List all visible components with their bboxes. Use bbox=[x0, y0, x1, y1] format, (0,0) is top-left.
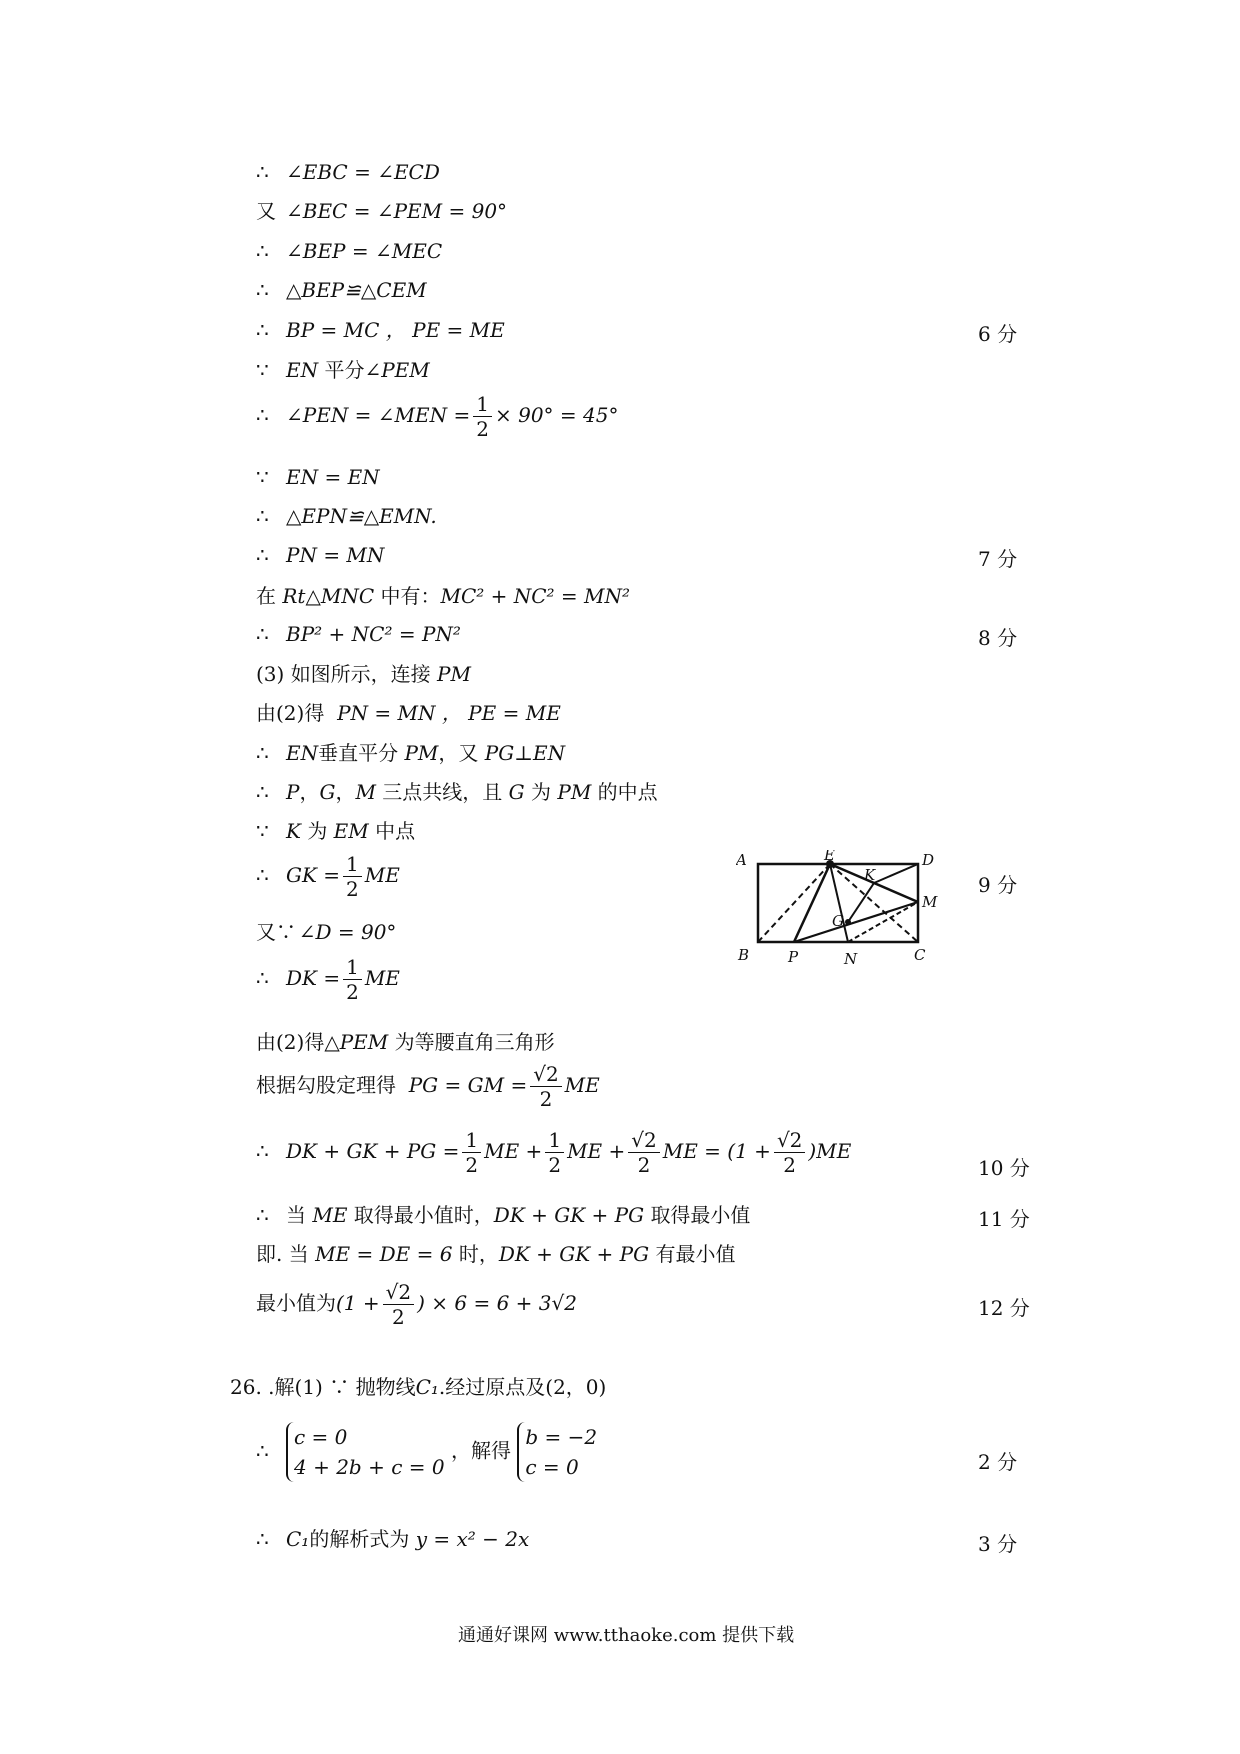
fraction: $\frac{1}{2}$ bbox=[473, 392, 492, 441]
proof-line: ∴ c = 0 4 + 2b + c = 0 ，解得 b = −2 c = 0 bbox=[256, 1422, 597, 1482]
label-d: D bbox=[922, 851, 935, 869]
segment-ep bbox=[794, 864, 830, 942]
fraction: $\frac{√2}{2}$ bbox=[530, 1062, 561, 1111]
fraction: $\frac{√2}{2}$ bbox=[774, 1128, 805, 1177]
problem-heading: 26. .解(1) ∵ 抛物线C₁.经过原点及(2，0) bbox=[230, 1375, 607, 1399]
proof-line: ∴ △BEP≌△CEM bbox=[256, 278, 427, 302]
proof-line: ∴ △EPN≌△EMN. bbox=[256, 504, 437, 528]
score-label: 7 分 bbox=[978, 547, 1018, 571]
proof-line: ∴ P，G，M 三点共线，且 G 为 PM 的中点 bbox=[256, 780, 658, 804]
proof-line: ∵ EN = EN bbox=[256, 465, 380, 489]
score-label: 10 分 bbox=[978, 1156, 1030, 1180]
equation-system: b = −2 c = 0 bbox=[517, 1422, 597, 1482]
proof-line: ∴ DK = $\frac{1}{2}$ ME bbox=[256, 955, 400, 1004]
label-b: B bbox=[738, 946, 750, 964]
proof-line: ∴ ∠PEN = ∠MEN = $\frac{1}{2}$ × 90° = 45° bbox=[256, 392, 619, 441]
proof-line: ∴ DK + GK + PG = $\frac{1}{2}$ ME + $\frac{1}{2}$ ME + $\frac{√2}{2}$ ME = (1 + $\frac{√2}{2}$ )ME bbox=[256, 1128, 852, 1177]
page-footer: 通通好课网 www.tthaoke.com 提供下载 bbox=[458, 1625, 795, 1646]
proof-line: ∵ EN 平分∠PEM bbox=[256, 358, 430, 382]
score-label: 9 分 bbox=[978, 873, 1018, 897]
segment-kd bbox=[874, 864, 918, 883]
proof-line: (3) 如图所示，连接 PM bbox=[256, 662, 471, 686]
score-label: 12 分 bbox=[978, 1296, 1030, 1320]
score-label: 6 分 bbox=[978, 322, 1018, 346]
score-label: 11 分 bbox=[978, 1207, 1030, 1231]
proof-line: 在 Rt△MNC 中有：MC² + NC² = MN² bbox=[256, 584, 631, 608]
proof-line: 根据勾股定理得 PG = GM = $\frac{√2}{2}$ ME bbox=[256, 1062, 600, 1111]
proof-line: ∴ ∠EBC = ∠ECD bbox=[256, 160, 440, 184]
proof-line: ∴ 当 ME 取得最小值时，DK + GK + PG 取得最小值 bbox=[256, 1203, 751, 1227]
proof-line: 最小值为(1 + $\frac{√2}{2}$ ) × 6 = 6 + 3√2 bbox=[256, 1280, 577, 1329]
fraction: $\frac{√2}{2}$ bbox=[628, 1128, 659, 1177]
proof-line: ∴ BP = MC ， PE = ME bbox=[256, 318, 505, 342]
score-label: 3 分 bbox=[978, 1532, 1018, 1556]
label-g: G bbox=[832, 912, 844, 930]
label-p: P bbox=[788, 948, 799, 966]
proof-line: 即. 当 ME = DE = 6 时，DK + GK + PG 有最小值 bbox=[256, 1242, 736, 1266]
fraction: $\frac{1}{2}$ bbox=[343, 955, 362, 1004]
fraction: $\frac{1}{2}$ bbox=[545, 1128, 564, 1177]
label-k: K bbox=[864, 866, 876, 884]
label-m: M bbox=[922, 893, 938, 911]
score-label: 2 分 bbox=[978, 1450, 1018, 1474]
segment-kg bbox=[848, 883, 874, 922]
equation-system: c = 0 4 + 2b + c = 0 bbox=[286, 1422, 445, 1482]
segment-pm bbox=[794, 902, 918, 942]
point-g bbox=[845, 919, 851, 925]
fraction: $\frac{1}{2}$ bbox=[343, 852, 362, 901]
score-label: 8 分 bbox=[978, 626, 1018, 650]
label-a: A bbox=[736, 851, 747, 869]
proof-line: ∴ GK = $\frac{1}{2}$ ME bbox=[256, 852, 400, 901]
proof-line: ∴ PN = MN bbox=[256, 543, 385, 567]
label-c: C bbox=[914, 946, 926, 964]
label-e: E bbox=[824, 850, 835, 864]
proof-line: 又∵ ∠D = 90° bbox=[256, 920, 397, 944]
proof-line: 由(2)得△PEM 为等腰直角三角形 bbox=[256, 1030, 555, 1054]
fraction: $\frac{√2}{2}$ bbox=[383, 1280, 414, 1329]
proof-line: ∴ BP² + NC² = PN² bbox=[256, 622, 461, 646]
fraction: $\frac{1}{2}$ bbox=[462, 1128, 481, 1177]
proof-line: ∴ ∠BEP = ∠MEC bbox=[256, 239, 443, 263]
proof-line: 又 ∠BEC = ∠PEM = 90° bbox=[256, 199, 508, 223]
segment-be bbox=[758, 864, 830, 942]
proof-line: ∵ K 为 EM 中点 bbox=[256, 819, 416, 843]
proof-line: ∴ EN垂直平分 PM，又 PG⊥EN bbox=[256, 741, 566, 765]
label-n: N bbox=[844, 950, 858, 968]
proof-line: ∴ C₁的解析式为 y = x² − 2x bbox=[256, 1527, 530, 1551]
proof-line: 由(2)得 PN = MN ， PE = ME bbox=[256, 701, 561, 725]
geometry-figure bbox=[736, 850, 946, 980]
